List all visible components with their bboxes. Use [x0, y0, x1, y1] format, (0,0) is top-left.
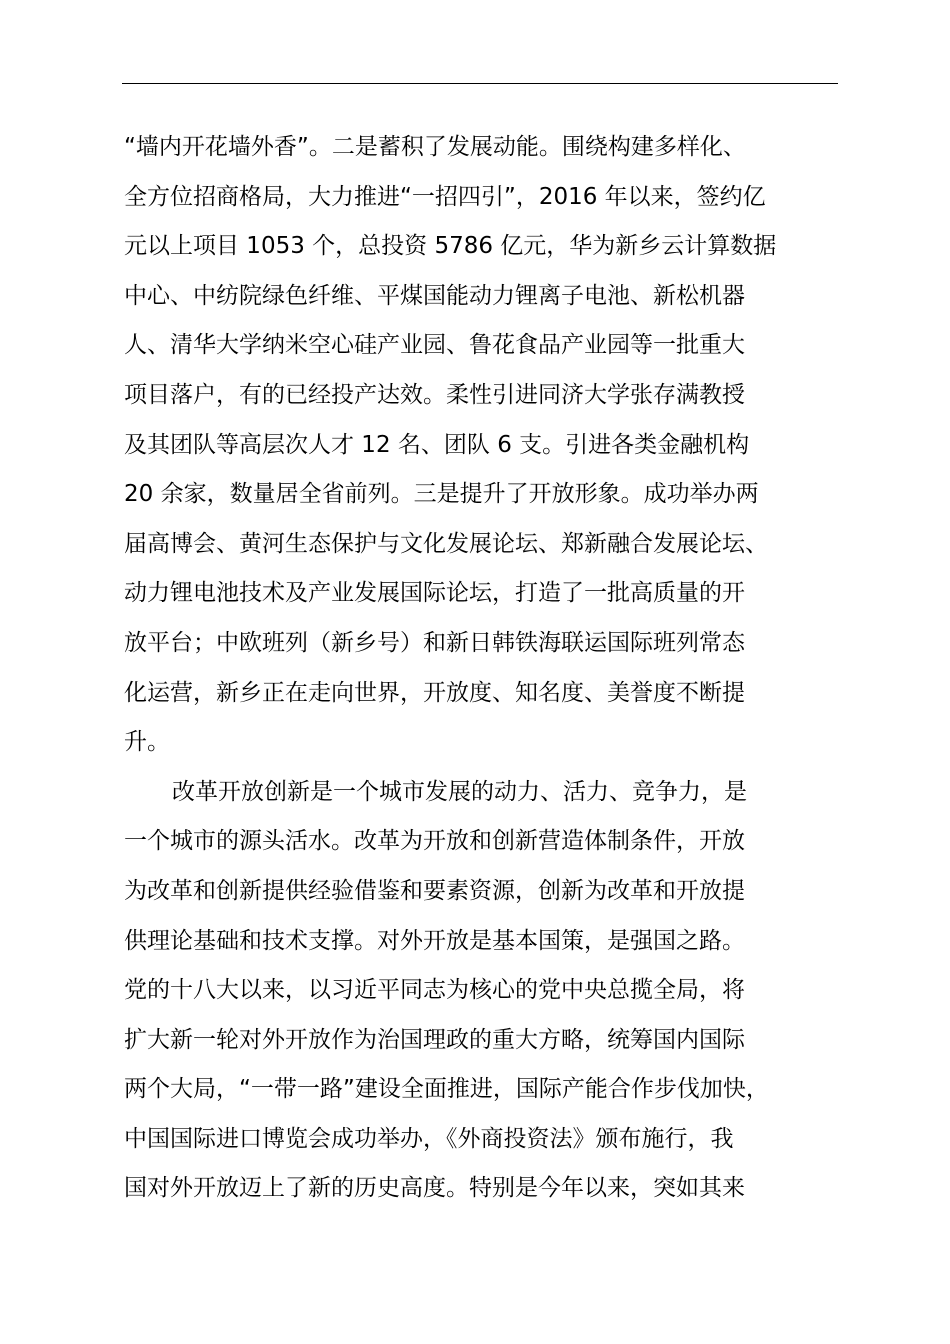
text-line: 及其团队等高层次人才 12 名、团队 6 支。引进各类金融机构 [124, 431, 750, 458]
text-line: 升。 [124, 729, 170, 756]
text-line: 元以上项目 1053 个，总投资 5786 亿元，华为新乡云计算数据 [124, 233, 777, 260]
text-line: 项目落户，有的已经投产达效。柔性引进同济大学张存满教授 [124, 381, 745, 408]
text-line: 20 余家，数量居全省前列。三是提升了开放形象。成功举办两 [124, 481, 759, 508]
text-line: 党的十八大以来，以习近平同志为核心的党中央总揽全局，将 [124, 977, 745, 1004]
text-line: “墙内开花墙外香”。二是蓄积了发展动能。围绕构建多样化、 [124, 134, 746, 160]
text-line: 届高博会、黄河生态保护与文化发展论坛、郑新融合发展论坛、 [124, 530, 768, 557]
paragraph-start-line: 改革开放创新是一个城市发展的动力、活力、竞争力，是 [172, 778, 747, 805]
text-line: 一个城市的源头活水。改革为开放和创新营造体制条件，开放 [124, 828, 745, 855]
text-line: 人、清华大学纳米空心硅产业园、鲁花食品产业园等一批重大 [124, 332, 745, 359]
text-line: 动力锂电池技术及产业发展国际论坛，打造了一批高质量的开 [124, 580, 745, 607]
text-line: 中心、中纺院绿色纤维、平煤国能动力锂离子电池、新松机器 [124, 282, 745, 309]
text-line: 国对外开放迈上了新的历史高度。特别是今年以来，突如其来 [124, 1175, 745, 1202]
text-line: 化运营，新乡正在走向世界，开放度、知名度、美誉度不断提 [124, 679, 745, 706]
header-rule [122, 83, 838, 84]
text-line: 供理论基础和技术支撑。对外开放是基本国策，是强国之路。 [124, 927, 745, 954]
text-line: 放平台；中欧班列（新乡号）和新日韩铁海联运国际班列常态 [124, 629, 745, 656]
text-line: 为改革和创新提供经验借鉴和要素资源，创新为改革和开放提 [124, 877, 745, 904]
text-line: 扩大新一轮对外开放作为治国理政的重大方略，统筹国内国际 [124, 1026, 745, 1053]
text-line: 两个大局，“一带一路”建设全面推进，国际产能合作步伐加快， [124, 1076, 769, 1103]
text-line: 全方位招商格局，大力推进“一招四引”，2016 年以来，签约亿 [124, 183, 766, 210]
text-line: 中国国际进口博览会成功举办，《外商投资法》颁布施行，我 [124, 1125, 734, 1152]
body-text [124, 128, 884, 1219]
